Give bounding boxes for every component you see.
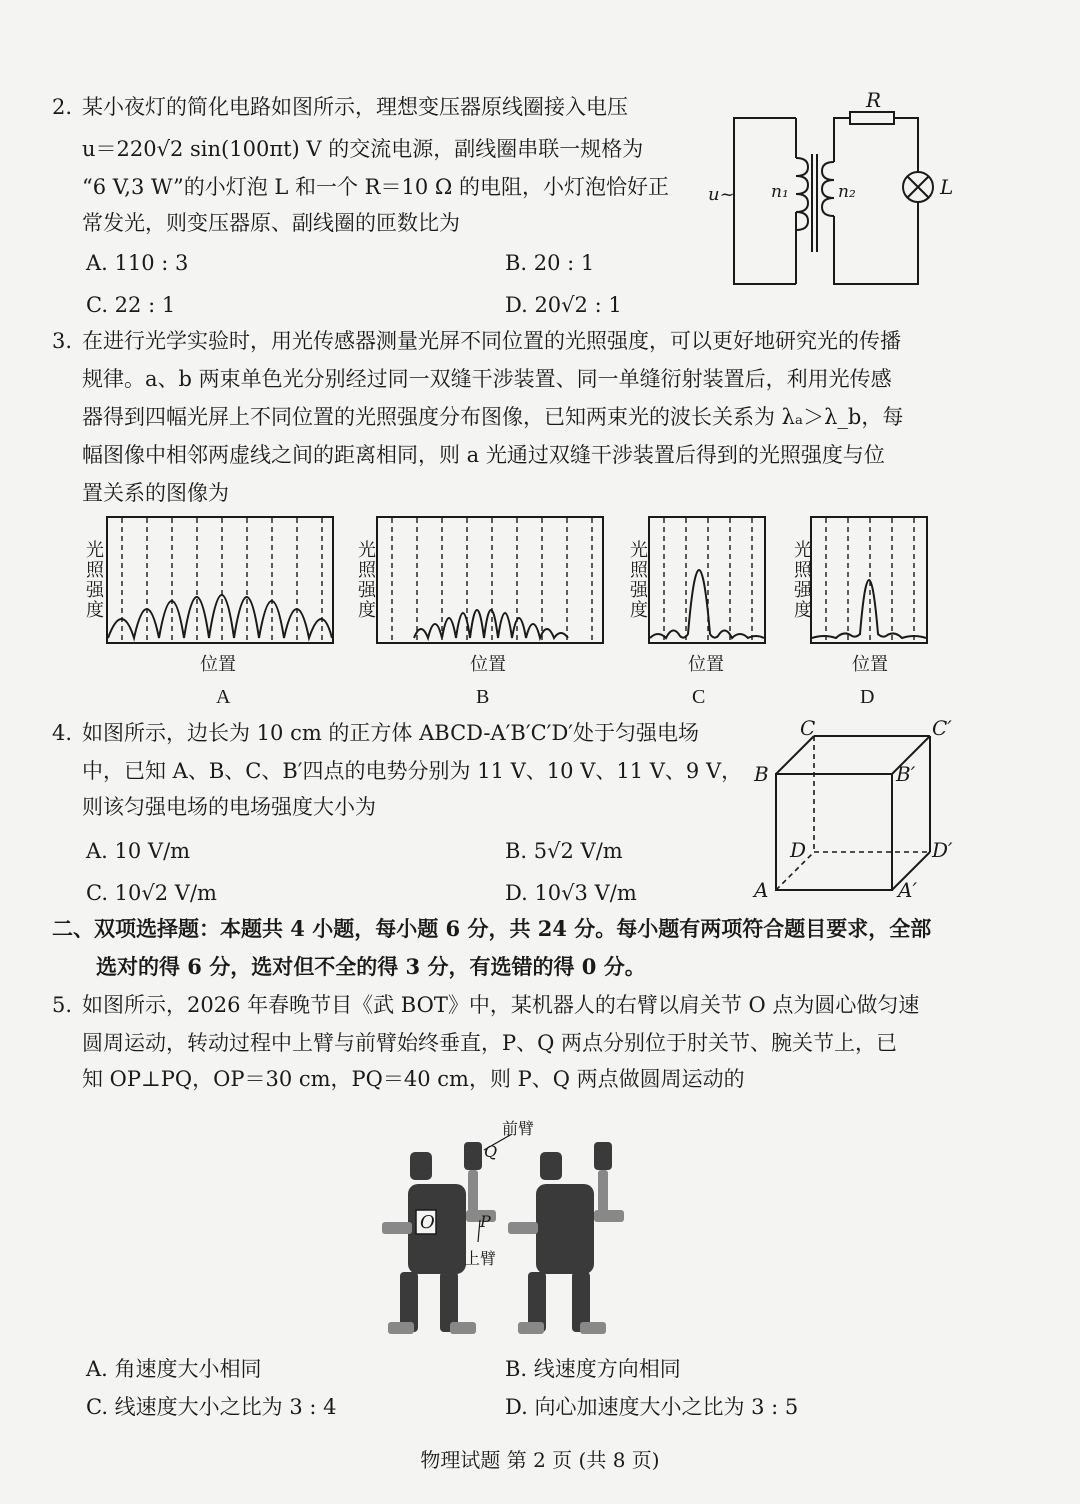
graph-b-letter: B <box>476 686 490 708</box>
cube-vertex-c-prime: C′ <box>932 716 952 740</box>
q3-line-3: 器得到四幅光屏上不同位置的光照强度分布图像，已知两束光的波长关系为 λₐ＞λ_b，每 <box>82 405 904 429</box>
section-2-heading: 二、双项选择题：本题共 4 小题，每小题 6 分，共 24 分。每小题有两项符合题目要求，全部 <box>52 916 932 941</box>
q2-line-4: 常发光，则变压器原、副线圈的匝数比为 <box>82 211 460 235</box>
intensity-graph-d <box>810 516 928 644</box>
q2-option-a: A. 110 : 3 <box>86 251 189 275</box>
q5-option-a: A. 角速度大小相同 <box>86 1357 262 1381</box>
q2-line-2: u＝220√2 sin(100πt) V 的交流电源，副线圈串联一规格为 <box>82 137 644 161</box>
graph-b-xlabel: 位置 <box>470 654 506 675</box>
q2-line-1: 某小夜灯的简化电路如图所示，理想变压器原线圈接入电压 <box>82 95 628 119</box>
q5-line-1: 如图所示，2026 年春晚节目《武 BOT》中，某机器人的右臂以肩关节 O 点为圆心做匀速 <box>82 993 920 1017</box>
graph-c-xlabel: 位置 <box>688 654 724 675</box>
source-label: u~ <box>708 184 735 205</box>
q5-option-c: C. 线速度大小之比为 3 : 4 <box>86 1395 337 1419</box>
q2-line-3: “6 V,3 W”的小灯泡 L 和一个 R＝10 Ω 的电阻，小灯泡恰好正 <box>82 175 669 199</box>
cube-vertex-b: B <box>754 762 769 786</box>
q3-line-4: 幅图像中相邻两虚线之间的距离相同，则 a 光通过双缝干涉装置后得到的光照强度与位 <box>82 443 885 467</box>
resistor-label: R <box>866 88 882 112</box>
q3-number: 3. <box>52 329 73 353</box>
q5-number: 5. <box>52 993 73 1017</box>
q4-line-1: 如图所示，边长为 10 cm 的正方体 ABCD-A′B′C′D′处于匀强电场 <box>82 721 700 745</box>
page-footer: 物理试题 第 2 页 (共 8 页) <box>420 1448 660 1472</box>
q2-number: 2. <box>52 95 73 119</box>
q4-option-d: D. 10√3 V/m <box>505 881 637 905</box>
cube-vertex-b-prime: B′ <box>896 762 916 786</box>
graph-a-letter: A <box>216 686 231 708</box>
q4-number: 4. <box>52 721 73 745</box>
q2-option-b: B. 20 : 1 <box>505 251 595 275</box>
q4-line-2: 中，已知 A、B、C、B′四点的电势分别为 11 V、10 V、11 V、9 V， <box>82 759 743 783</box>
graph-b-ylabel: 光照强度 <box>355 540 376 620</box>
cube-vertex-a: A <box>754 878 769 902</box>
intensity-graph-b <box>376 516 604 644</box>
graph-c-letter: C <box>692 686 706 708</box>
q2-option-c: C. 22 : 1 <box>86 293 176 317</box>
graph-d-xlabel: 位置 <box>852 654 888 675</box>
section-2-line-2: 选对的得 6 分，选对但不全的得 3 分，有选错的得 0 分。 <box>96 954 646 979</box>
q3-line-5: 置关系的图像为 <box>82 481 229 505</box>
q5-option-d: D. 向心加速度大小之比为 3 : 5 <box>505 1395 799 1419</box>
n1-label: n₁ <box>771 182 789 202</box>
upper-arm-label: 上臂 <box>464 1249 497 1268</box>
q3-line-2: 规律。a、b 两束单色光分别经过同一双缝干涉装置、同一单缝衍射装置后，利用光传感 <box>82 367 892 391</box>
cube-figure <box>760 720 960 900</box>
cube-vertex-a-prime: A′ <box>898 878 917 902</box>
q4-option-b: B. 5√2 V/m <box>505 839 623 863</box>
lamp-label: L <box>940 175 954 199</box>
graph-c-ylabel: 光照强度 <box>627 540 648 620</box>
point-q-label: Q <box>484 1142 498 1161</box>
graph-d-letter: D <box>860 686 875 708</box>
q4-line-3: 则该匀强电场的电场强度大小为 <box>82 795 376 819</box>
q5-line-2: 圆周运动，转动过程中上臂与前臂始终垂直，P、Q 两点分别位于肘关节、腕关节上，已 <box>82 1031 898 1055</box>
graph-a-xlabel: 位置 <box>200 654 236 675</box>
intensity-graph-a <box>106 516 334 644</box>
graph-a-ylabel: 光照强度 <box>83 540 104 620</box>
q5-option-b: B. 线速度方向相同 <box>505 1357 681 1381</box>
graph-d-ylabel: 光照强度 <box>791 540 812 620</box>
q5-line-3: 知 OP⊥PQ，OP＝30 cm，PQ＝40 cm，则 P、Q 两点做圆周运动的 <box>82 1067 745 1091</box>
cube-vertex-d-prime: D′ <box>932 838 953 862</box>
point-p-label: P <box>480 1212 491 1231</box>
intensity-graph-c <box>648 516 766 644</box>
q2-option-d: D. 20√2 : 1 <box>505 293 622 317</box>
cube-vertex-d: D <box>790 838 807 862</box>
point-o-label: O <box>420 1212 435 1233</box>
q4-option-c: C. 10√2 V/m <box>86 881 217 905</box>
transformer-circuit-figure <box>700 88 970 298</box>
q3-line-1: 在进行光学实验时，用光传感器测量光屏不同位置的光照强度，可以更好地研究光的传播 <box>82 329 901 353</box>
cube-vertex-c: C <box>800 716 816 740</box>
n2-label: n₂ <box>838 182 856 202</box>
q4-option-a: A. 10 V/m <box>86 839 191 863</box>
forearm-label: 前臂 <box>502 1119 535 1138</box>
